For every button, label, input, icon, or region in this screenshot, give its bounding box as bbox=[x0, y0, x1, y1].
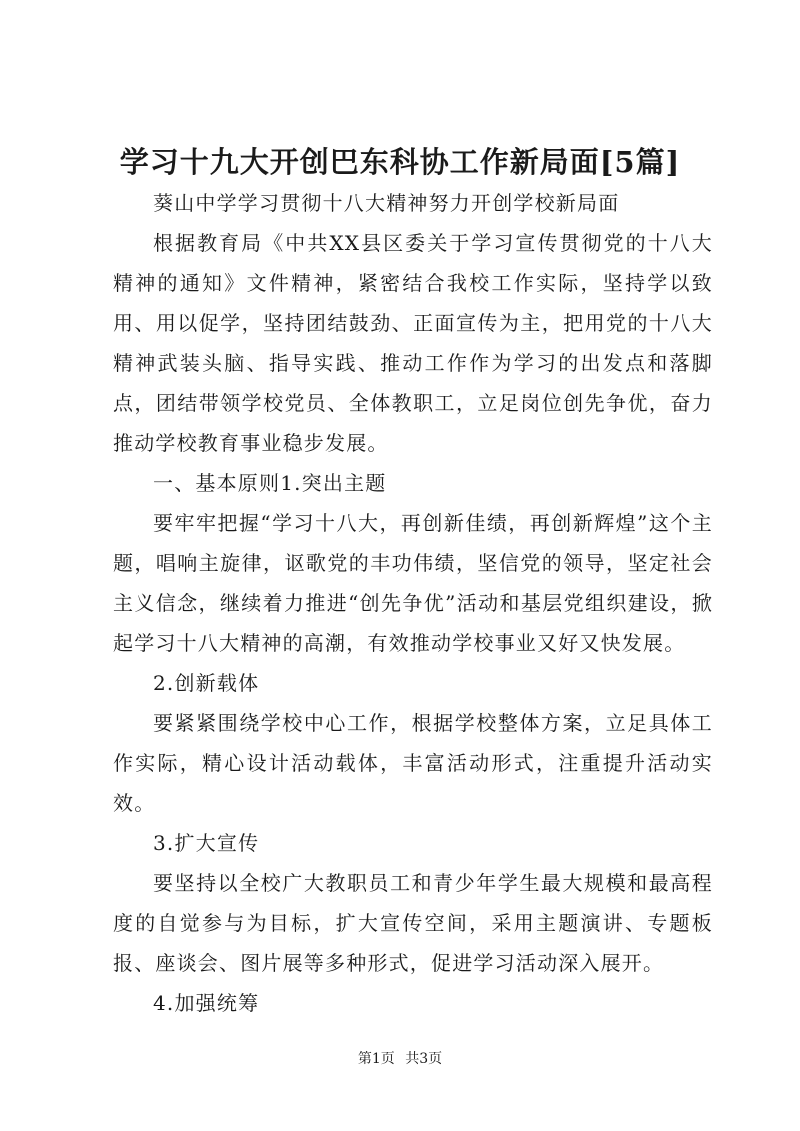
paragraph-publicity: 要坚持以全校广大教职员工和青少年学生最大规模和最高程度的自觉参与为目标，扩大宣传空间，采用主题演讲、专题板报、座谈会、图片展等多种形式，促进学习活动深入展开。 bbox=[113, 871, 713, 975]
paragraph-theme: 要牢牢把握“学习十八大，再创新佳绩，再创新辉煌”这个主题，唱响主旋律，讴歌党的丰功伟绩，坚信党的领导，坚定社会主义信念，继续着力推进“创先争优”活动和基层党组织建设，掀起学习十八大精神的高潮，有效推动学校事业又好又快发展。 bbox=[113, 511, 713, 655]
section-heading-principles: 一、基本原则1.突出主题 bbox=[153, 471, 387, 495]
page-total: 共3页 bbox=[405, 1051, 443, 1067]
document-title: 学习十九大开创巴东科协工作新局面[5篇] bbox=[119, 145, 681, 179]
document-body bbox=[113, 183, 713, 1023]
section-heading-innovation: 2.创新载体 bbox=[153, 671, 260, 695]
page-footer bbox=[0, 1048, 800, 1068]
page-number: 第1页 bbox=[357, 1051, 395, 1067]
paragraph-innovation: 要紧紧围绕学校中心工作，根据学校整体方案，立足具体工作实际，精心设计活动载体，丰富活动形式，注重提升活动实效。 bbox=[113, 711, 713, 815]
section-heading-publicity: 3.扩大宣传 bbox=[153, 831, 260, 855]
section-heading-coordination: 4.加强统筹 bbox=[153, 991, 260, 1015]
paragraph-subtitle: 葵山中学学习贯彻十八大精神努力开创学校新局面 bbox=[153, 191, 620, 215]
paragraph-intro: 根据教育局《中共XX县区委关于学习宣传贯彻党的十八大精神的通知》文件精神，紧密结合我校工作实际，坚持学以致用、用以促学，坚持团结鼓劲、正面宣传为主，把用党的十八大精神武装头脑、指导实践、推动工作作为学习的出发点和落脚点，团结带领学校党员、全体教职工，立足岗位创先争优，奋力推动学校教育事业稳步发展。 bbox=[113, 231, 713, 455]
